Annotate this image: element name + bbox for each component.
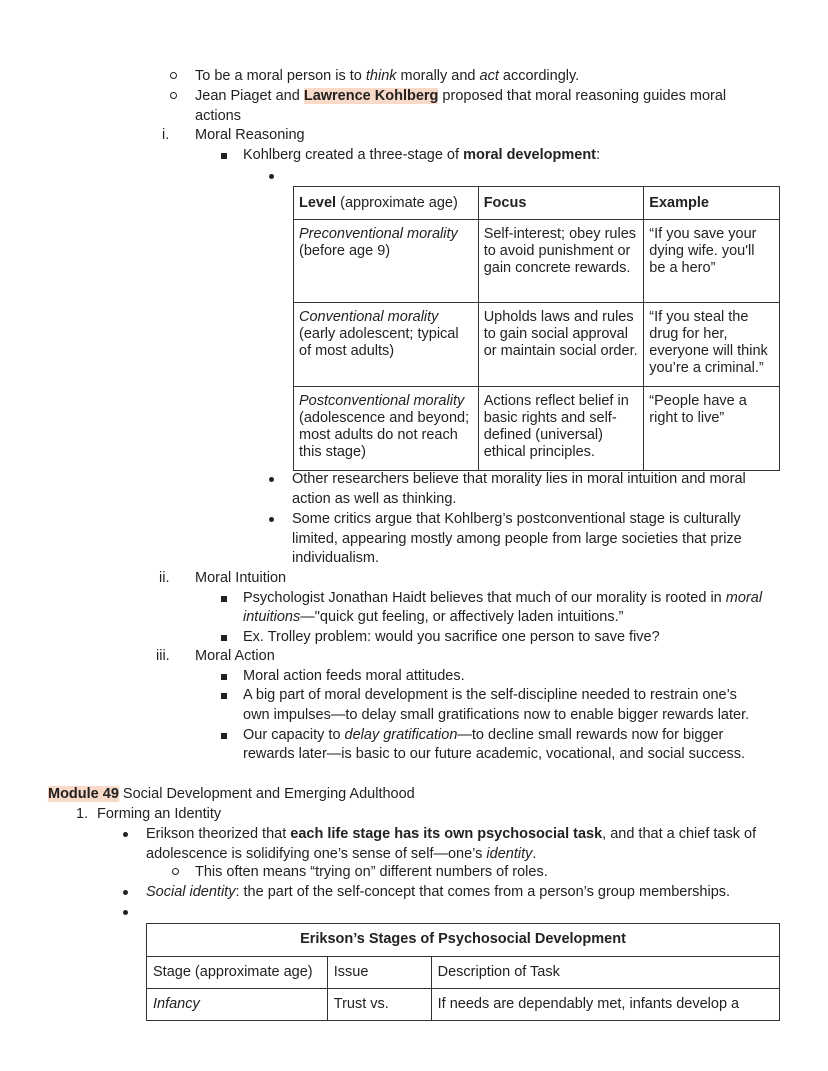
bullet-square — [221, 674, 227, 680]
cell-focus: Actions reflect belief in basic rights and self-defined (universal) ethical principles. — [478, 387, 644, 471]
trolley-problem: Ex. Trolley problem: would you sacrifice one person to save five? — [243, 629, 660, 645]
erikson-l2: adolescence is solidifying one’s sense of self—one’s identity. — [146, 846, 537, 862]
delay-gratification-l2: rewards later—is basic to our future academic, vocational, and social success. — [243, 746, 746, 762]
table-row — [147, 989, 780, 1021]
critics-l2: limited, appearing mostly among people from large societies that prize — [292, 531, 742, 547]
cell-focus: Self-interest; obey rules to avoid punishment or gain concrete rewards. — [478, 220, 644, 303]
social-identity: Social identity: the part of the self-concept that comes from a person’s group memberships. — [146, 884, 731, 900]
table-row — [294, 303, 780, 387]
header-example: Example — [644, 187, 780, 220]
section-title-moral-reasoning: Moral Reasoning — [195, 127, 305, 143]
bullet-square — [221, 693, 227, 699]
table-row — [294, 220, 780, 303]
critics-l1: Some critics argue that Kohlberg’s postconventional stage is culturally — [292, 511, 741, 527]
cell-level: Conventional morality (early adolescent; typical of most adults) — [294, 303, 479, 387]
table-title-row — [147, 924, 780, 957]
erikson-table-title: Erikson’s Stages of Psychosocial Development — [147, 924, 780, 957]
cell-example: “If you steal the drug for her, everyone will think you’re a criminal.” — [644, 303, 780, 387]
highlight-kohlberg: Lawrence Kohlberg — [303, 88, 439, 104]
section-number-ii: ii. — [159, 570, 170, 586]
other-researchers-l2: action as well as thinking. — [292, 491, 457, 507]
section-number-i: i. — [162, 127, 170, 143]
table-header-row — [294, 187, 780, 220]
cell-focus: Upholds laws and rules to gain social approval or maintain social order. — [478, 303, 644, 387]
table-header-row — [147, 957, 780, 989]
list-number-1: 1. — [76, 806, 89, 822]
haidt-l1: Psychologist Jonathan Haidt believes that much of our morality is rooted in moral — [243, 590, 763, 606]
cell-description: If needs are dependably met, infants develop a — [431, 989, 779, 1021]
moral-action-feeds: Moral action feeds moral attitudes. — [243, 668, 465, 684]
self-discipline-l2: own impulses—to delay small gratifications now to enable bigger rewards later. — [243, 707, 750, 723]
bullet-dot — [123, 832, 128, 837]
cell-issue: Trust vs. — [327, 989, 431, 1021]
table-row — [294, 387, 780, 471]
section-title-moral-action: Moral Action — [195, 648, 275, 664]
cell-level: Preconventional morality (before age 9) — [294, 220, 479, 303]
section-number-iii: iii. — [156, 648, 170, 664]
critics-l3: individualism. — [292, 550, 380, 566]
self-discipline-l1: A big part of moral development is the self-discipline needed to restrain one’s — [243, 687, 737, 703]
trying-on-roles: This often means “trying on” different numbers of roles. — [195, 864, 548, 880]
bullet-dot — [123, 910, 128, 915]
kohlberg-table — [293, 186, 780, 471]
header-focus: Focus — [478, 187, 644, 220]
bullet-square — [221, 596, 227, 602]
bullet-dot — [269, 517, 274, 522]
delay-gratification-l1: Our capacity to delay gratification—to decline small rewards now for bigger — [243, 727, 724, 743]
header-issue: Issue — [327, 957, 431, 989]
bullet-dot — [269, 174, 274, 179]
module-heading: Module 49 Social Development and Emerging Adulthood — [48, 786, 415, 802]
haidt-l2: intuitions—"quick gut feeling, or affectively laden intuitions.” — [243, 609, 624, 625]
cell-example: “People have a right to live” — [644, 387, 780, 471]
bullet-square — [221, 153, 227, 159]
cell-example: “If you save your dying wife. you'll be a hero” — [644, 220, 780, 303]
header-stage: Stage (approximate age) — [147, 957, 328, 989]
erikson-table — [146, 923, 780, 1021]
bullet-circle — [172, 868, 179, 875]
bullet-piaget-kohlberg: Jean Piaget and Lawrence Kohlberg proposed that moral reasoning guides moral — [195, 88, 727, 104]
forming-identity-title: Forming an Identity — [97, 806, 222, 822]
other-researchers-l1: Other researchers believe that morality lies in moral intuition and moral — [292, 471, 746, 487]
module-label: Module 49 — [48, 786, 119, 802]
bullet-piaget-kohlberg-cont: actions — [195, 108, 241, 124]
bullet-dot — [269, 477, 274, 482]
bullet-moral-person: To be a moral person is to think morally and act accordingly. — [195, 68, 580, 84]
cell-stage: Infancy — [147, 989, 328, 1021]
bullet-dot — [123, 890, 128, 895]
header-level: Level (approximate age) — [294, 187, 479, 220]
header-description: Description of Task — [431, 957, 779, 989]
bullet-square — [221, 733, 227, 739]
bullet-circle — [170, 92, 177, 99]
bullet-circle — [170, 72, 177, 79]
bullet-square — [221, 635, 227, 641]
kohlberg-stages-text: Kohlberg created a three-stage of moral development: — [243, 147, 601, 163]
section-title-moral-intuition: Moral Intuition — [195, 570, 287, 586]
erikson-l1: Erikson theorized that each life stage has its own psychosocial task, and that a chief task of — [146, 826, 757, 842]
cell-level: Postconventional morality (adolescence and beyond; most adults do not reach this stage) — [294, 387, 479, 471]
